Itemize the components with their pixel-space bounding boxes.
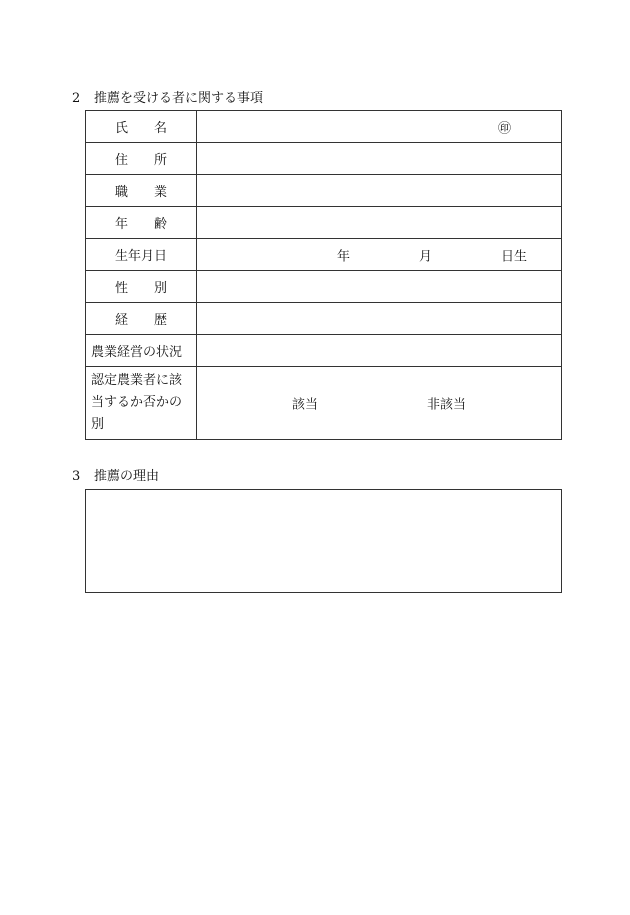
label-gender-char-2: 別 [154,281,168,296]
row-farm-status [86,335,562,367]
row-certified-farmer [86,367,562,440]
gender-field[interactable] [197,271,562,303]
label-occupation [86,175,197,207]
row-gender [86,271,562,303]
address-field[interactable] [197,143,562,175]
row-address [86,143,562,175]
label-birthdate: 生年月日 [86,239,197,271]
label-certified-farmer [86,367,197,440]
reason-text-area[interactable] [85,489,562,593]
section-3-title: 推薦の理由 [94,469,160,484]
certified-farmer-field [197,367,562,440]
section-2-heading [72,91,263,107]
row-name [86,111,562,143]
label-gender-char-1: 性 [114,281,128,296]
birth-day-unit: 日生 [501,249,528,264]
nominee-details-table [85,110,562,440]
label-address-char-2: 所 [154,153,168,168]
option-not-applicable[interactable]: 非該当 [427,397,467,413]
label-occupation-char-2: 業 [154,185,168,200]
label-certified-line-3: 別 [91,417,105,432]
birth-year-unit: 年 [337,249,351,264]
seal-mark: ㊞ [498,121,512,136]
label-career [86,303,197,335]
label-age-char-1: 年 [114,217,128,232]
section-3-number: 3 [72,469,81,484]
birthdate-field[interactable] [197,239,562,271]
row-birthdate [86,239,562,271]
option-applicable[interactable]: 該当 [292,397,319,413]
row-age [86,207,562,239]
label-name [86,111,197,143]
label-age-char-2: 齢 [154,217,168,232]
name-field[interactable] [197,111,562,143]
label-age [86,207,197,239]
farm-status-field[interactable] [197,335,562,367]
label-certified-line-2: 当するか否かの [91,395,183,410]
label-career-char-1: 経 [114,313,128,328]
label-name-char-1: 氏 [114,121,128,136]
career-field[interactable] [197,303,562,335]
age-field[interactable] [197,207,562,239]
row-occupation [86,175,562,207]
section-2-title: 推薦を受ける者に関する事項 [94,91,264,106]
label-career-char-2: 歴 [154,313,168,328]
label-certified-line-1: 認定農業者に該 [91,373,183,388]
label-name-char-2: 名 [154,121,168,136]
occupation-field[interactable] [197,175,562,207]
label-address-char-1: 住 [114,153,128,168]
row-career [86,303,562,335]
label-gender [86,271,197,303]
label-occupation-char-1: 職 [114,185,128,200]
birth-month-unit: 月 [419,249,433,264]
label-address [86,143,197,175]
section-3-heading [72,469,159,485]
section-2-number: 2 [72,91,81,106]
label-farm-status: 農業経営の状況 [86,335,197,367]
